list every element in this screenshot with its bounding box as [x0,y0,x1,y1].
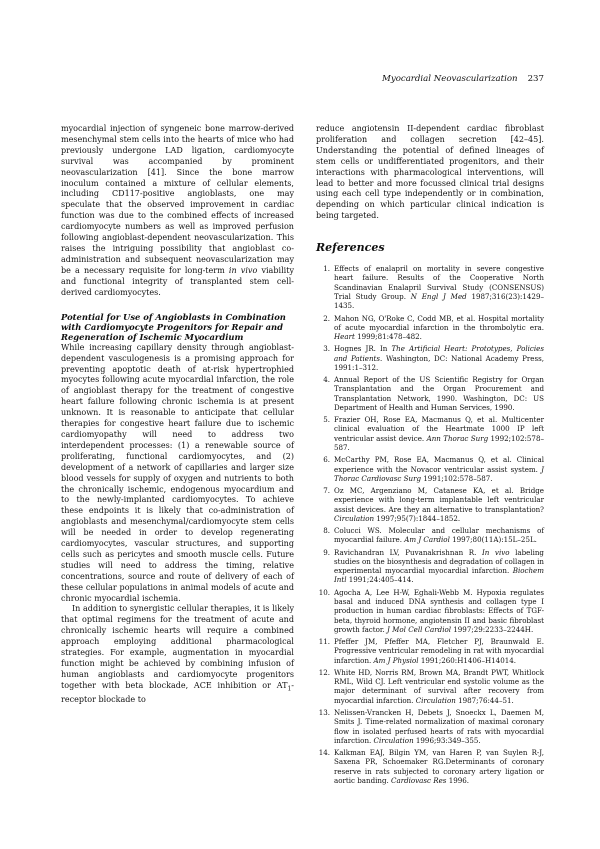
reference-details: 1991;102:578–587. [423,473,493,483]
reference-text: Kalkman EAJ, Bilgin YM, van Haren P, van Suylen R-J, Saxena PR, Schoemaker RG.Determinants of coronary reserve in rats subjected to coronary artery ligation or aortic banding. [334,747,544,785]
reference-details: 1996;93:349–355. [415,735,481,745]
reference-text: Mahon NG, O'Roke C, Codd MB, et al. Hospital mortality of acute myocardial infarction in the thrombolytic era. [334,313,544,332]
reference-text: Ravichandran LV, Puvanakrishnan R. [334,547,477,557]
reference-text: Annual Report of the US Scientific Registry for Organ Transplantation and the Organ Procurement and Transplantation Network, 1990. Washington, DC: US Department of Health and Human Services, 1990. [334,375,544,412]
reference-journal: Am J Physiol [373,655,419,665]
right-column [316,124,544,788]
body-paragraph: myocardial injection of syngeneic bone marrow-derived mesenchymal stem cells into the hearts of mice who had previously undergone LAD ligation, cardiomyocyte survival was accompanied by prominent neovascularization [41]. Since the bone marrow inoculum contained a mixture of cellular elements, including CD117-positive angioblasts, one may speculate that the observed improvement in cardiac function was due to the combined effects of increased cardiomyocyte numbers as well as improved perfusion following angioblast-dependent neovascularization. This raises the intriguing possibility that angioblast co-administration and subsequent neovascularization may be a necessary requisite for long-term in vivo viability and functional integrity of transplanted stem cell-derived cardiomyocytes. [61,124,295,297]
reference-item [316,748,544,785]
reference-item [316,708,544,745]
reference-item [316,526,544,545]
reference-text: Oz MC, Argenziano M, Catanese KA, et al. Bridge experience with long-term implantable left ventricular assist devices. Are they an alternative to transplantation? [334,486,544,514]
reference-list [316,264,544,785]
reference-number: 10. [318,587,330,597]
reference-journal: Biochem Intl [334,566,544,585]
reference-details: labeling studies on the biosynthesis and degradation of collagen in experimental myocardial myocardial infarction. [334,547,544,576]
running-header [382,74,544,84]
reference-number: 13. [318,707,330,717]
reference-journal: N Engl J Med [410,292,467,302]
reference-number: 2. [323,313,330,323]
reference-item [316,314,544,342]
reference-item [316,375,544,412]
reference-text: Nelissen-Vrancken H, Debets J, Snoeckx L, Daemen M, Smits J. Time-related normalization of maximal coronary flow in isolated perfused hearts of rats with myocardial infarction. [334,707,544,745]
reference-journal: J Thorac Cardiovasc Surg [334,464,544,483]
reference-text: Hognes JR. In [334,344,388,354]
reference-item [316,548,544,585]
reference-number: 5. [323,415,330,425]
reference-text: McCarthy PM, Rose EA, Macmanus Q, et al. Clinical experience with the Novacor ventricular assist system. [334,455,544,474]
reference-journal: Circulation [334,513,375,523]
reference-text: Pfeffer JM, Pfeffer MA, Fletcher PJ, Braunwald E. Progressive ventricular remodeling in rat with myocardial infarction. [334,637,544,665]
reference-item [316,588,544,634]
reference-journal: J Mol Cell Cardiol [387,624,452,634]
reference-journal: In vivo [481,547,510,557]
reference-details: 1996. [448,775,470,785]
reference-item [316,668,544,705]
reference-number: 7. [323,486,330,496]
reference-number: 14. [318,747,330,757]
reference-details: 1987;76:44–51. [458,695,514,705]
left-column [61,124,294,706]
reference-text: Effects of enalapril on mortality in severe congestive heart failure. Results of the Cooperative North Scandinavian Enalapril Survival Study (CONSENSUS) Trial Study Group. [334,264,544,302]
section-subheading: Potential for Use of Angioblasts in Combination with Cardiomyocyte Progenitors for Repair and Regeneration of Ischemic Myocardium [61,311,286,343]
reference-number: 9. [323,547,330,557]
reference-item [316,415,544,452]
reference-details: 1987;316(23):1429–1435. [334,292,545,311]
reference-item [316,637,544,665]
reference-journal: Cardiovasc Res [391,775,447,785]
reference-journal: Ann Thorac Surg [426,433,489,443]
reference-number: 11. [318,637,330,647]
reference-item [316,486,544,523]
reference-details: 1999;81:478–482. [357,332,422,342]
reference-item [316,344,544,372]
reference-details: 1992;102:578–587. [334,433,545,453]
reference-number: 1. [323,264,330,274]
reference-text: White HD, Norris RM, Brown MA, Brandt PWT, Whitlock RML, Wild CJ. Left ventricular end systolic volume as the major determinant of survival after recovery from myocardial infarction. [334,667,544,705]
reference-details: 1997;29:2233–2244H. [453,624,534,634]
reference-journal: Heart [334,332,355,342]
references-heading: References [316,241,385,255]
reference-item [316,264,544,310]
reference-details: 1991;24:405–414. [348,575,414,585]
reference-details: 1997;95(7):1844–1852. [376,513,461,523]
reference-number: 6. [323,455,330,465]
reference-text: Colucci WS. Molecular and cellular mechanisms of myocardial failure. [334,526,544,545]
reference-journal: The Artificial Heart: Prototypes, Policies and Patients. [334,344,544,363]
reference-number: 4. [323,375,330,385]
body-paragraph: While increasing capillary density through angioblast-dependent vasculogenesis is a promising approach for preventing apoptotic death of at-risk hypertrophied myocytes following acute myocardial infarction, the role of angioblast therapy for the treatment of congestive heart failure following chronic ischemia is at present unknown. It is reasonable to anticipate that cellular therapies for congestive heart failure due to ischemic cardiomyopathy will need to address two interdependent processes: (1) a renewable source of proliferating, functional cardiomyocytes, and (2) development of a network of capillaries and larger size blood vessels for supply of oxygen and nutrients to both the chronically ischemic, endogenous myocardium and to the newly-implanted cardiomyocytes. To achieve these endpoints it is likely that co-administration of angioblasts and mesenchymal/cardiomyocyte stem cells will be needed in order to develop regenerating cardiomyocytes, vascular structures, and supporting cells such as pericytes and smooth muscle cells. Future studies will need to address the timing, relative concentrations, source and route of delivery of each of these cellular populations in animal models of acute and chronic myocardial ischemia. [61,342,294,603]
running-title: Myocardial Neovascularization [382,74,518,84]
reference-number: 8. [323,526,330,536]
reference-details: Washington, DC: National Academy Press, 1991:1–312. [334,353,544,372]
reference-journal: Circulation [415,695,456,705]
reference-journal: Am J Cardiol [404,535,450,545]
reference-text: Frazier OH, Rose EA, Macmanus Q, et al. Multicenter clinical evaluation of the Heartmate 1000 IP left ventricular assist device. [334,415,544,443]
reference-journal: Circulation [373,735,414,745]
reference-number: 12. [318,667,330,677]
body-paragraph: reduce angiotensin II-dependent cardiac fibroblast proliferation and collagen secretion [42–45]. Understanding the potential of defined lineages of stem cells or undifferentiated progenitors, and their interactions with pharmacological interventions, will lead to better and more focussed clinical trial designs using each cell type independently or in combination, depending on which particular clinical indication is being targeted. [316,124,544,221]
body-paragraph: In addition to synergistic cellular therapies, it is likely that optimal regimens for the treatment of acute and chronically ischemic hearts will require a combined approach employing additional pharmacological strategies. For example, augmentation in myocardial function might be achieved by combining infusion of human angioblasts and cardiomyocyte progenitors together with beta blockade, ACE inhibition or $AT_1$-receptor blockade to [61,604,294,705]
reference-details: 1997;80(11A):15L–25L. [452,535,537,545]
reference-details: 1991;260:H1406–H14014. [420,655,516,665]
reference-number: 3. [323,344,330,354]
reference-text: Agocha A, Lee H-W, Eghali-Webb M. Hypoxia regulates basal and induced DNA synthesis and collagen type I production in human cardiac fibroblasts: Effects of TGF-beta, thyroid hormone, angiotensin II and basic fibroblast growth factor. [334,587,544,634]
page-number: 237 [527,74,544,84]
reference-item [316,455,544,483]
